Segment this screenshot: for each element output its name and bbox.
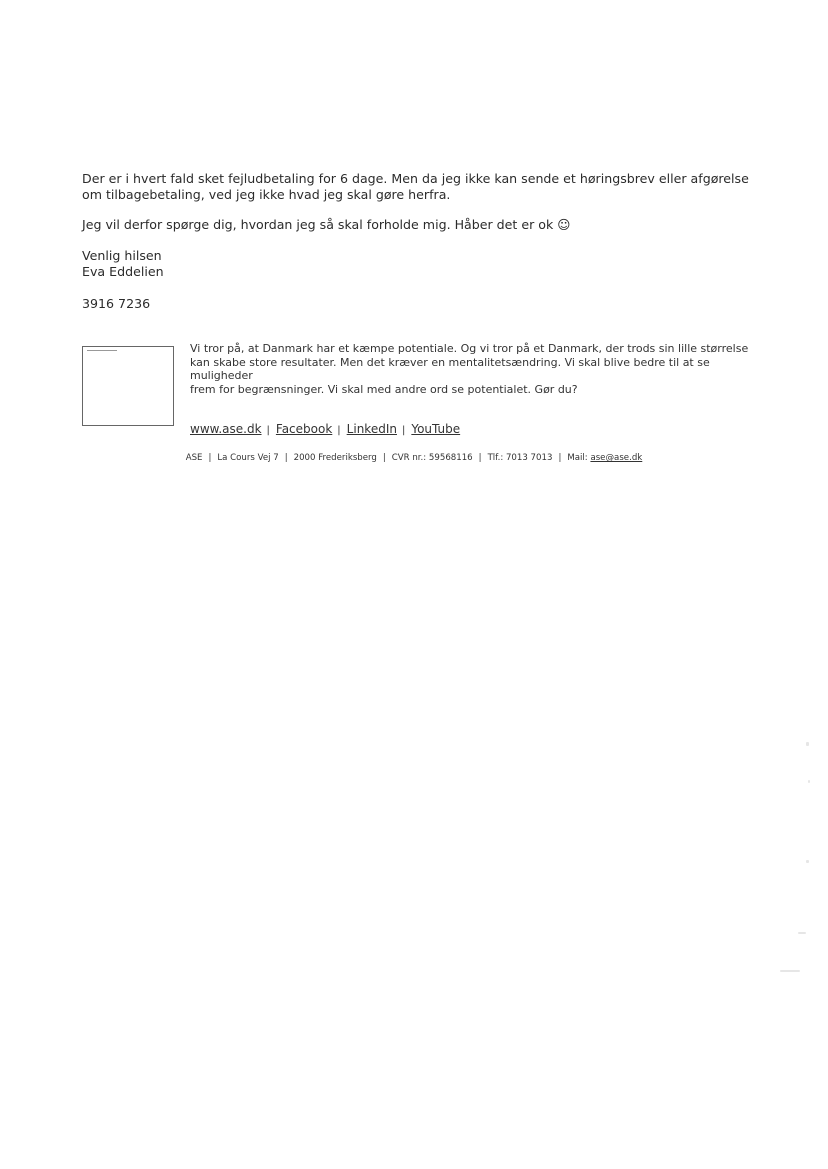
greeting: Venlig hilsen [82,248,162,263]
scan-speck [806,742,809,746]
footer-org: ASE [185,453,203,463]
letter-paragraph-2 [82,217,762,233]
youtube-link[interactable]: YouTube [411,422,461,436]
paragraph-text: Der er i hvert fald sket fejludbetaling for 6 dage. Men da jeg ikke kan sende et høringsbrev eller afgørelse om tilbagebetaling, ved jeg ikke hvad jeg skal gøre herfra. [82,171,749,202]
footer-mail-label: Mail: [567,453,588,463]
scan-speck [806,860,809,863]
logo-image-placeholder [82,346,174,426]
website-link[interactable]: www.ase.dk [190,422,262,436]
paragraph-text: Jeg vil derfor spørge dig, hvordan jeg så skal forholde mig. Håber det er ok ☺ [82,217,571,232]
footer-separator: | [558,453,562,463]
footer-address: La Cours Vej 7 [217,453,279,463]
broken-image-icon [87,350,117,351]
email-signature [82,340,762,440]
scan-speck [808,780,810,783]
tagline-line: kan skabe store resultater. Men det kræver en mentalitetsændring. Vi skal blive bedre til at se [190,355,710,369]
footer-separator: | [478,453,482,463]
tagline-line: frem for begrænsninger. Vi skal med andre ord se potentialet. Gør du? [190,382,578,396]
footer-city: 2000 Frederiksberg [293,453,377,463]
sender-phone [82,296,762,312]
footer-cvr: CVR nr.: 59568116 [391,453,473,463]
tagline-line: Vi tror på, at Danmark har et kæmpe potentiale. Og vi tror på et Danmark, der trods sin lille størrelse [190,342,749,355]
footer-separator: | [208,453,212,463]
signature-tagline [190,342,765,396]
footer-phone: Tlf.: 7013 7013 [487,453,553,463]
link-separator: | [266,425,270,436]
facebook-link[interactable]: Facebook [275,422,333,436]
letter-paragraph-1 [82,171,762,203]
scan-speck [798,932,806,934]
phone-number: 3916 7236 [82,296,151,311]
linkedin-link[interactable]: LinkedIn [346,422,397,436]
signature-links [190,422,460,438]
link-separator: | [401,425,406,436]
sender-name: Eva Eddelien [82,264,164,279]
link-separator: | [337,425,341,436]
footer-separator: | [382,453,386,463]
company-footer [0,452,828,464]
letter-closing [82,248,762,280]
tagline-line: muligheder [190,369,253,382]
footer-mail-link[interactable]: ase@ase.dk [590,453,643,463]
footer-separator: | [284,453,288,463]
scan-speck [780,970,800,972]
